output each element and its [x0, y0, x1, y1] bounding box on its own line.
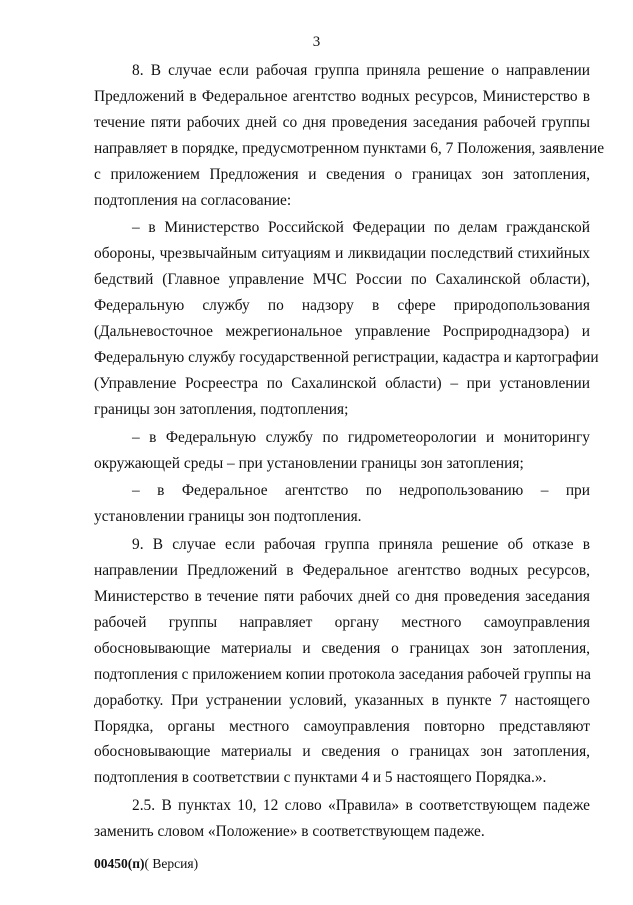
text-line: Федеральную службу по надзору в сфере природопользования	[94, 297, 590, 315]
text-line: подтопления с приложением копии протокола заседания рабочей группы на	[94, 665, 591, 683]
text-line: обосновывающие материалы и сведения о границах зон затопления,	[94, 743, 590, 761]
text-line: Порядка, органы местного самоуправления повторно представляют	[94, 717, 590, 735]
text-line: заменить словом «Положение» в соответствующем падеже.	[94, 823, 485, 841]
footer-code: 00450(п)	[94, 856, 145, 871]
text-line: 8. В случае если рабочая группа приняла решение о направлении	[132, 62, 590, 79]
text-line: Министерство в течение пяти рабочих дней со дня проведения заседания	[94, 588, 590, 605]
text-line: подтопления на согласование:	[94, 191, 292, 209]
text-line: установлении границы зон подтопления.	[94, 508, 362, 526]
text-line: 2.5. В пунктах 10, 12 слово «Правила» в соответствующем падеже	[132, 797, 590, 815]
text-line: с приложением Предложения и сведения о границах зон затопления,	[94, 165, 590, 183]
text-line: Предложений в Федеральное агентство водных ресурсов, Министерство в	[94, 87, 590, 105]
text-line: направлении Предложений в Федеральное агентство водных ресурсов,	[94, 562, 590, 580]
page-number: 3	[312, 34, 321, 50]
text-line: – в Министерство Российской Федерации по делам гражданской	[132, 219, 590, 237]
text-line: обороны, чрезвычайным ситуациям и ликвидации последствий стихийных	[94, 245, 590, 263]
text-line: бедствий (Главное управление МЧС России по Сахалинской области),	[94, 271, 590, 289]
document-footer	[94, 856, 198, 872]
text-line: обосновывающие материалы и сведения о границах зон затопления,	[94, 639, 590, 657]
text-line: – в Федеральную службу по гидрометеорологии и мониторингу	[132, 428, 590, 446]
footer-version: ( Версия)	[144, 856, 199, 871]
text-line: доработку. При устранении условий, указанных в пункте 7 настоящего	[94, 691, 590, 709]
text-line: направляет в порядке, предусмотренном пунктами 6, 7 Положения, заявление	[94, 139, 605, 157]
text-line: 9. В случае если рабочая группа приняла решение об отказе в	[132, 536, 590, 554]
text-line: окружающей среды – при установлении границы зон затопления;	[94, 454, 524, 472]
text-line: (Дальневосточное межрегиональное управление Росприроднадзора) и	[94, 323, 590, 340]
text-line: границы зон затопления, подтопления;	[94, 400, 349, 418]
text-line: подтопления в соответствии с пунктами 4 и 5 настоящего Порядка.».	[94, 769, 547, 787]
text-line: рабочей группы направляет органу местного самоуправления	[94, 613, 590, 631]
text-line: Федеральную службу государственной регистрации, кадастра и картографии	[94, 348, 599, 366]
text-line: – в Федеральное агентство по недропользованию – при	[132, 482, 590, 500]
text-line: (Управление Росреестра по Сахалинской области) – при установлении	[94, 374, 590, 392]
text-line: течение пяти рабочих дней со дня проведения заседания рабочей группы	[94, 113, 590, 131]
